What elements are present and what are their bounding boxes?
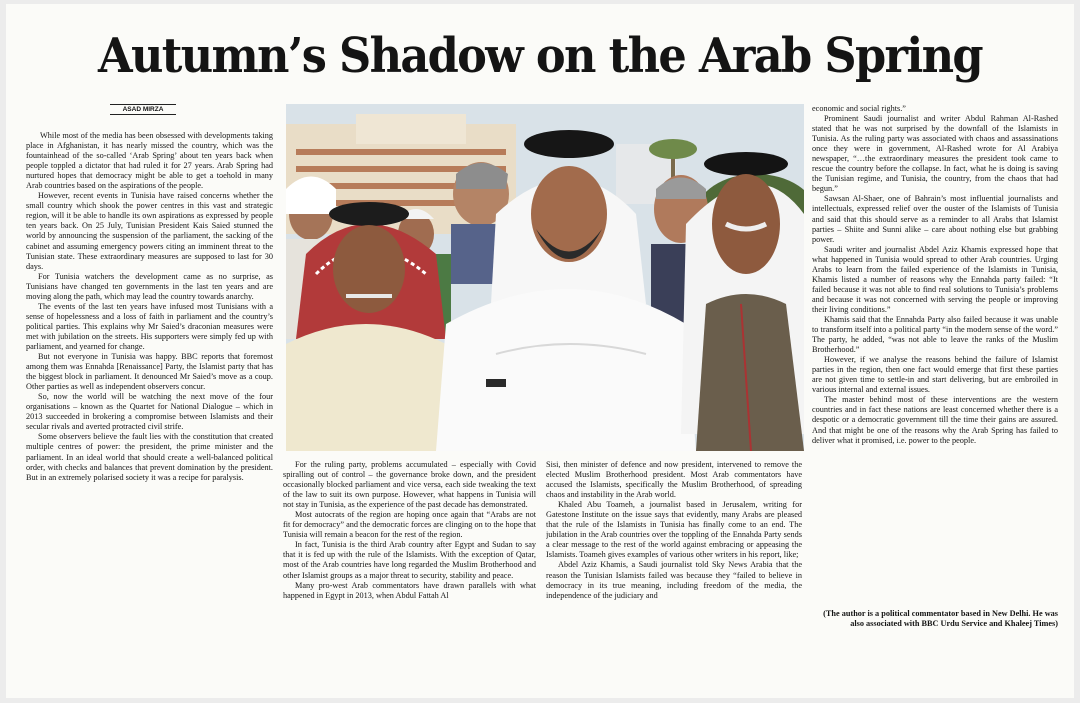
paragraph: So, now the world will be watching the next move of the four organisations – known as the Quartet for National Dialogue – which in 2013 succeeded in brokering a compromise between Islamists and their secular rivals and averted protracted civil strife. — [26, 392, 273, 432]
headline: Autumn’s Shadow on the Arab Spring — [98, 28, 982, 84]
byline: ASAD MIRZA — [110, 104, 176, 115]
paragraph: Saudi writer and journalist Abdel Aziz Khamis expressed hope that what happened in Tunisia would spread to other Arab countries. Urging Arabs to learn from the failed experience of the Islamists in Tunisia, Khamis listed a number of reasons why the Ennahda party failed: “It failed because it was not able to find real solutions to Tunisia’s problems and because it was not concerned with serving the people or improving their living conditions.” — [812, 244, 1058, 314]
paragraph: For Tunisia watchers the development came as no surprise, as Tunisians have changed ten governments in the last ten years and are moving along the path, which may lead the country towards anarchy. — [26, 271, 273, 301]
paragraph: For the ruling party, problems accumulated – especially with Covid spiralling out of control – the governance broke down, and the president occasionally blocked parliament and vice versa, each side tweaking the text of the law to suit its own purpose. However, what happens in Tunisia will not stay in Tunisia, as the experience of the past decade has demonstrated. — [283, 460, 536, 510]
article-column-1 — [26, 131, 273, 698]
author-note: (The author is a political commentator based in New Delhi. He was also associated with BBC Urdu Service and Khaleej Times) — [823, 609, 1058, 629]
paragraph: Sisi, then minister of defence and now president, intervened to remove the elected Muslim Brotherhood president. Most Arab commentators have accused the Islamists, specifically the Muslim Brotherhood, of spreading chaos and instability in the Arab world. — [546, 460, 802, 500]
paragraph: Prominent Saudi journalist and writer Abdul Rahman Al-Rashed stated that he was not surprised by the downfall of the Islamists in Tunisia. As the ruling party was associated with chaos and assassinations once they were in government, Al-Rashed wrote for Al Arabiya newspaper, “…the extraordinary measures the president took came to rescue the country before the collapse. In fact, what he is doing is saving the Tunisian regime, and Tunisia, the country, from the chaos that had begun.” — [812, 114, 1058, 194]
paragraph: Most autocrats of the region are hoping once again that “Arabs are not fit for democracy” and the democratic forces are clinging on to the hope that Tunisia will remain a beacon for the rest of the region. — [283, 510, 536, 540]
paragraph: Some observers believe the fault lies with the constitution that created multiple centres of power: the president, the prime minister and the parliament. In an ideal world that should create a well-balanced political order, with checks and balances that prevent domination by the president. But in an extremely polarised society it was a recipe for paralysis. — [26, 432, 273, 482]
paragraph: While most of the media has been obsessed with developments taking place in Afghanistan, it has nearly missed the country, which was the fountainhead of the so-called ‘Arab Spring’ about ten years back when people toppled a dictator that had ruled it for 27 years. Arab Spring had nurtured hopes that democracy might be able to get a toehold in many Arab countries based on the aspirations of the people. — [26, 131, 273, 191]
article-column-3 — [546, 460, 802, 698]
paragraph: The master behind most of these interventions are the western countries and in fact these nations are least concerned whether there is a despotic or a democratic government till the time their gains are assured. And that might be one of the reasons why the Arab Spring has failed to deliver what it promised, i.e. power to the people. — [812, 395, 1058, 445]
paragraph: But not everyone in Tunisia was happy. BBC reports that foremost among them was Ennahda [Renaissance] Party, the Islamist party that has the biggest block in parliament. It denounced Mr Saied’s move as a coup. Other parties as well as independent observers concur. — [26, 352, 273, 392]
paragraph: Abdel Aziz Khamis, a Saudi journalist told Sky News Arabia that the reason the Tunisian Islamists failed was because they “failed to believe in democracy in its true meaning, including freedom of the media, the independence of the judiciary and — [546, 560, 802, 600]
paragraph: Sawsan Al-Shaer, one of Bahrain’s most influential journalists and intellectuals, expressed relief over the ouster of the Islamists of Tunisia and said that this should serve as a reminder to all Arabs that Islamist parties – Shiite and Sunni alike – care about nothing else but grabbing power. — [812, 194, 1058, 244]
paragraph: However, recent events in Tunisia have raised concerns whether the small country which shook the power centres in this vast and strategic region, will it be able to handle its own aspirations as expressed by people ten years back. On 25 July, Tunisian President Kais Saied stunned the world by announcing the suspension of the parliament, the sacking of the cabinet and assuming emergency powers citing an imminent threat to the Tunisian state. These extraordinary measures are supposed to last for 30 days. — [26, 191, 273, 271]
newspaper-page — [6, 4, 1074, 698]
paragraph: Khaled Abu Toameh, a journalist based in Jerusalem, writing for Gatestone Institute on the issue says that evidently, many Arabs are pleased that the rule of the Islamists in Tunisia has finally come to an end. The jubilation in the Arab countries over the toppling of the Ennahda Party sends a clear message to the rest of the world against embracing or appeasing the Islamists. Toameh gives examples of various other writers in his report, like; — [546, 500, 802, 560]
paragraph: The events of the last ten years have infused most Tunisians with a sense of hopelessness and a loss of faith in parliament and the country’s political parties. This explains why Mr Saied’s draconian measures were met with jubilation on the streets. His supporters were simply fed up with parliament, and yearned for change. — [26, 301, 273, 351]
article-column-4 — [812, 104, 1058, 604]
crowd-photo-icon — [286, 104, 804, 451]
paragraph: In fact, Tunisia is the third Arab country after Egypt and Sudan to say that it is fed up with the rule of the Islamists. With the exception of Qatar, most of the Arab countries have long regarded the Muslim Brotherhood and other Islamist groups as a major threat to security, stability and peace. — [283, 540, 536, 580]
paragraph: economic and social rights.” — [812, 104, 906, 113]
paragraph: Many pro-west Arab commentators have drawn parallels with what happened in Egypt in 2013, when Abdul Fattah Al — [283, 580, 536, 600]
article-column-2 — [283, 460, 536, 698]
paragraph: Khamis said that the Ennahda Party also failed because it was unable to transform itself into a political party “in the modern sense of the word.” The party, he added, “was not able to leave the ranks of the Muslim Brotherhood.” — [812, 314, 1058, 355]
paragraph: However, if we analyse the reasons behind the failure of Islamist parties in the region, then one fact would emerge that first these parties are not given time to settle-in and start delivering, but are embroiled in various internal and external issues. — [812, 355, 1058, 395]
